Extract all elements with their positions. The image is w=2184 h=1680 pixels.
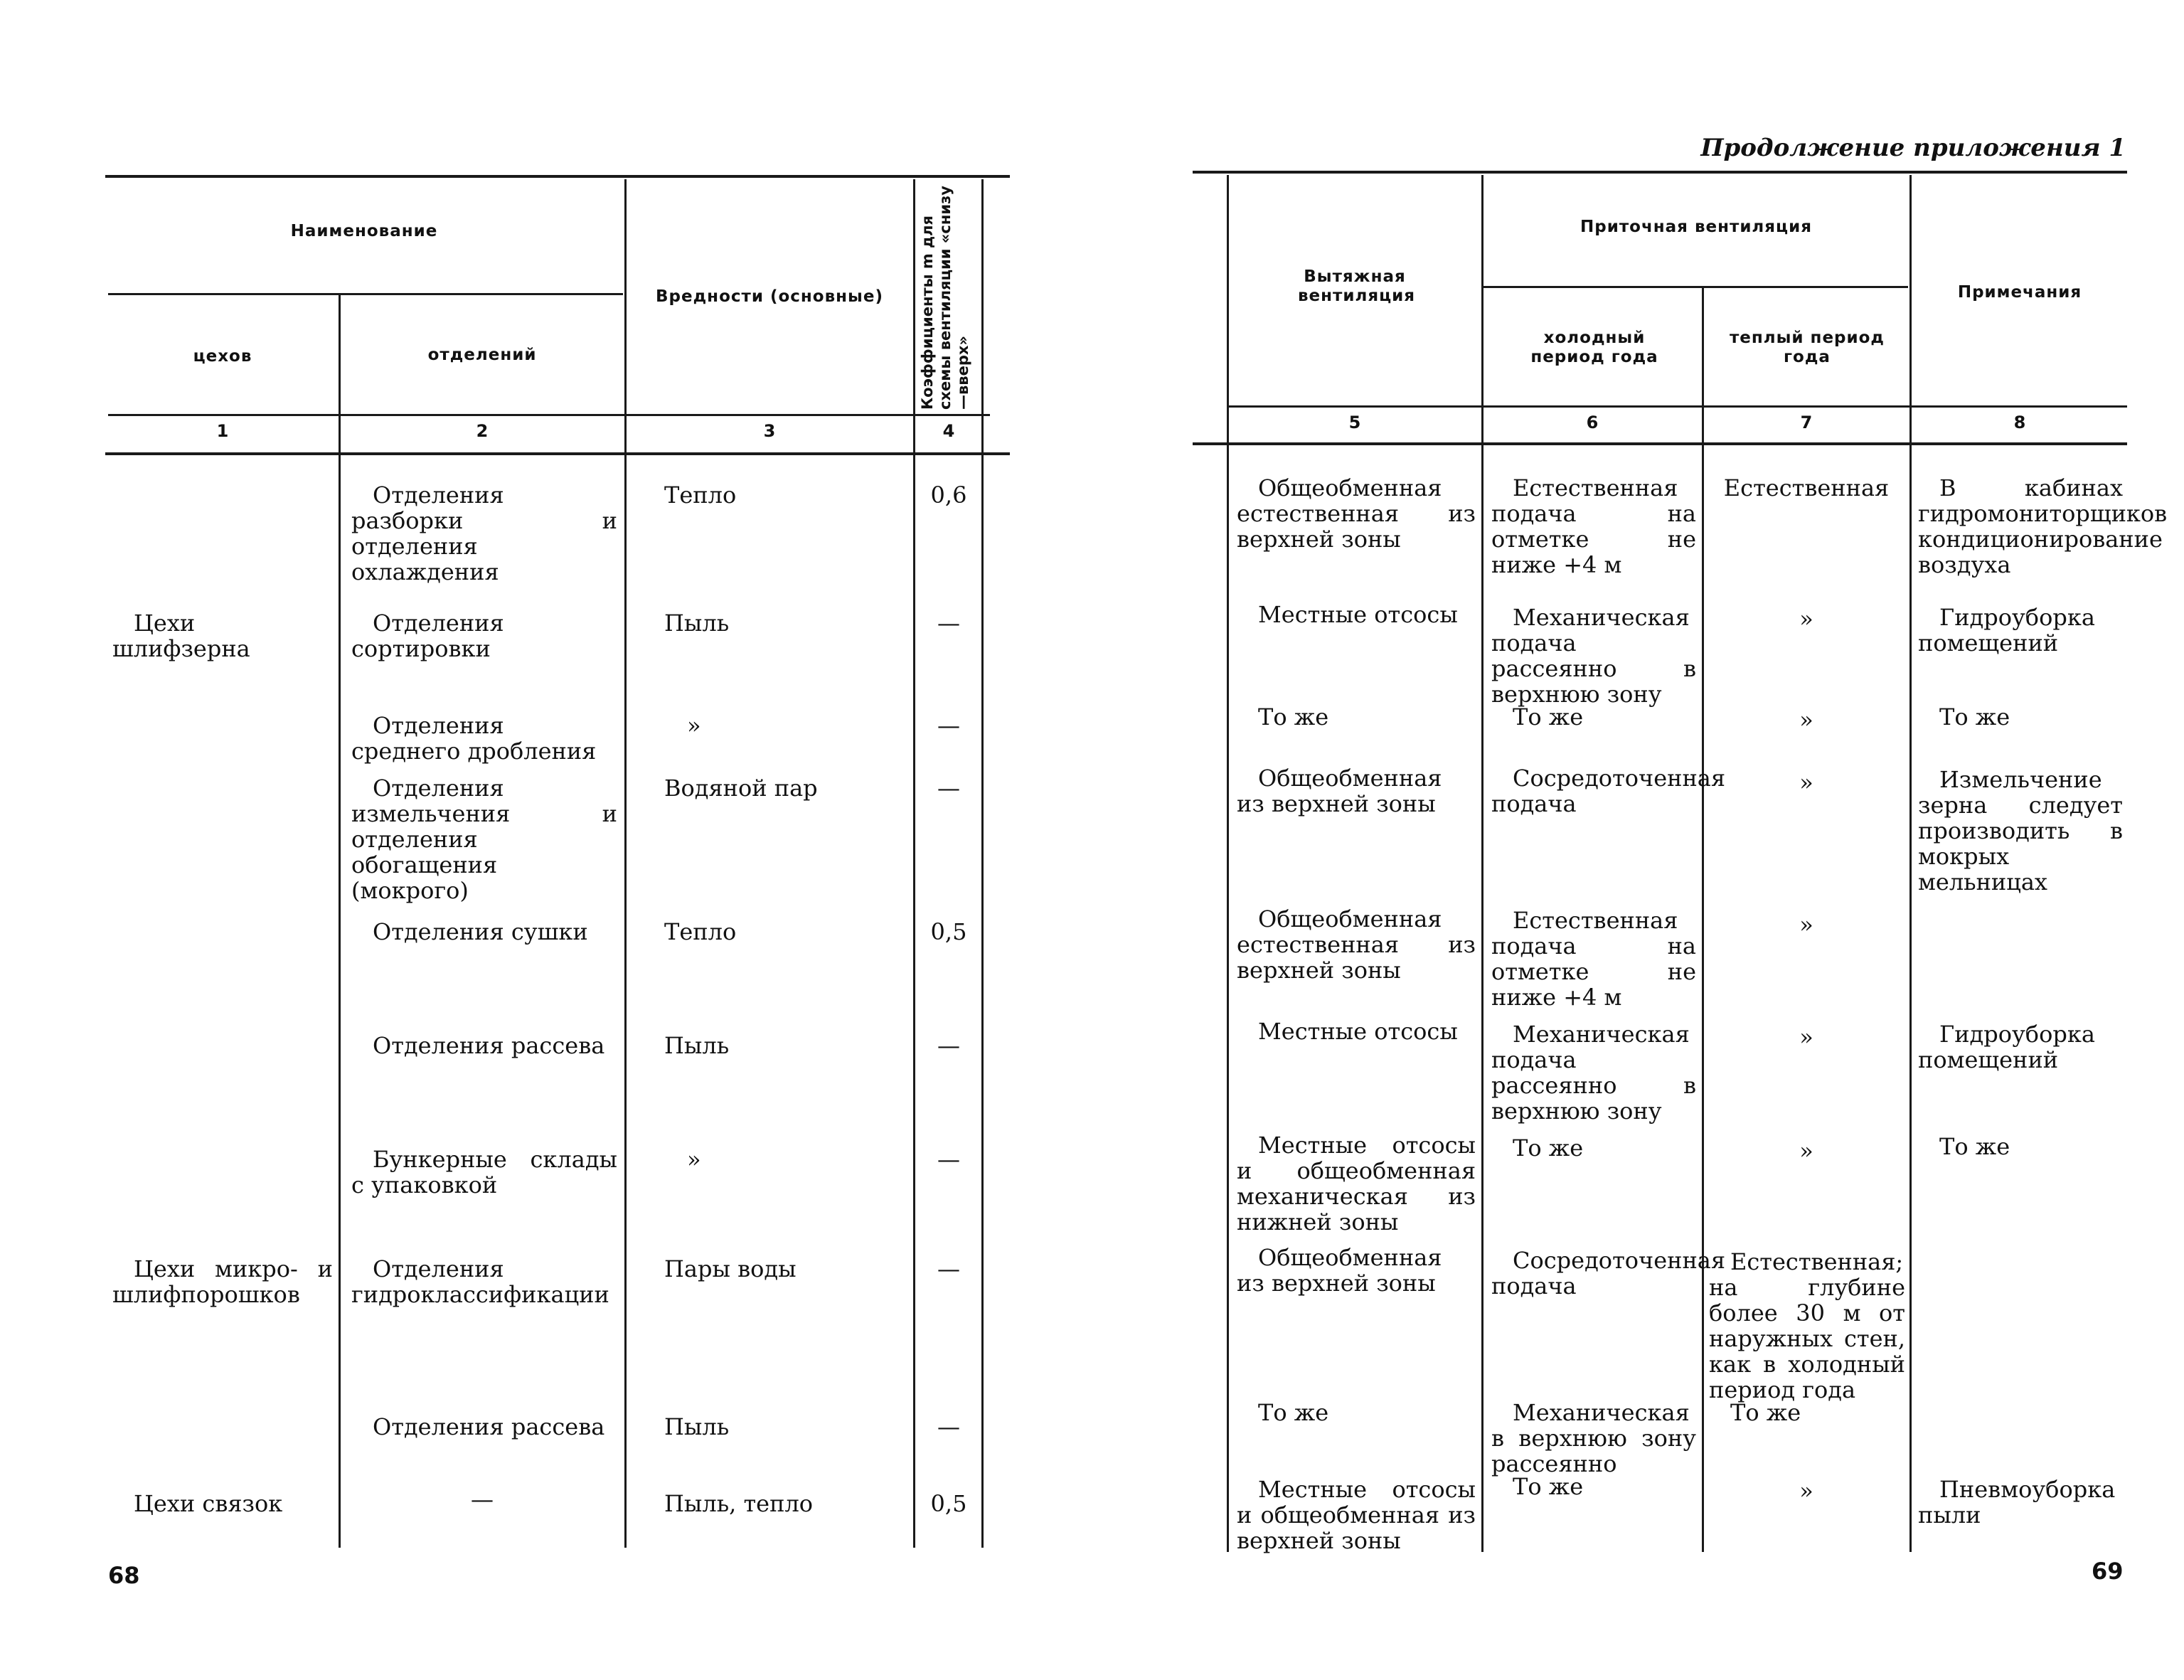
hazard-cell: Тепло (664, 482, 737, 509)
cold-period-cell: То же (1513, 703, 1584, 730)
department-cell: Отделения среднего дробления (351, 712, 597, 765)
col-divider-7-8 (1909, 175, 1912, 1552)
cold-period-cell: Сосредоточенная подача (1491, 1247, 1726, 1299)
header-workshops: цехов (193, 347, 252, 366)
column-numbers-rule (1193, 442, 2127, 445)
exhaust-cell: Общеобменная естественная из верхней зоны (1237, 905, 1476, 984)
exhaust-cell: То же (1258, 1399, 1329, 1426)
column-number: 6 (1586, 413, 1599, 432)
cold-period-cell: Сосредоточенная подача (1491, 765, 1726, 817)
hazard-cell: Пыль, тепло (664, 1490, 814, 1517)
column-number: 2 (476, 421, 489, 441)
warm-period-cell: То же (1730, 1399, 1801, 1426)
col-divider-2-3 (624, 179, 627, 1548)
warm-period-cell: » (1799, 1137, 1813, 1164)
page-number: 69 (2092, 1558, 2124, 1585)
table-top-rule (1193, 171, 2127, 174)
page-number: 68 (108, 1562, 140, 1589)
note-cell: Измельчение зерна следует производить в мокрых мельницах (1918, 766, 2123, 895)
department-cell: Отделения рассева (373, 1032, 605, 1059)
column-number: 1 (216, 421, 229, 441)
cold-period-cell: Естественная подача на отметке не ниже +4 м (1491, 907, 1696, 1011)
note-cell: Гидроуборка помещений (1918, 1021, 2095, 1073)
note-cell: То же (1939, 703, 2010, 730)
hazard-cell: Тепло (664, 918, 737, 945)
warm-period-cell: » (1799, 1024, 1813, 1051)
note-cell: То же (1939, 1133, 2010, 1160)
coefficient-cell: — (937, 1032, 960, 1059)
header-hazards: Вредности (основные) (656, 287, 883, 306)
column-number: 5 (1348, 413, 1361, 432)
warm-period-cell: » (1799, 769, 1813, 796)
department-cell: Отделения сушки (373, 918, 588, 945)
hazard-cell: Пыль (664, 610, 730, 637)
col-divider-6-7 (1702, 287, 1704, 1552)
cold-period-cell: То же (1513, 1134, 1584, 1161)
col-divider-4-end (981, 179, 984, 1548)
department-cell: Отделения рассева (373, 1413, 605, 1440)
coefficient-cell: 0,5 (930, 1490, 967, 1517)
coefficient-cell: — (937, 1146, 960, 1173)
warm-period-cell: » (1799, 605, 1813, 632)
note-cell: Гидроуборка помещений (1918, 604, 2095, 656)
col-divider-5-6 (1481, 175, 1483, 1552)
col-divider-3-4 (913, 179, 915, 1548)
note-cell: Пневмоуборка пыли (1918, 1476, 2116, 1529)
department-cell: — (471, 1486, 494, 1513)
table-top-rule (105, 175, 1010, 178)
exhaust-cell: Местные отсосы (1258, 1018, 1458, 1045)
coefficient-cell: — (937, 1413, 960, 1440)
header-warm-period: теплый период года (1729, 329, 1885, 366)
hazard-cell: Водяной пар (664, 775, 818, 802)
header-exhaust: Вытяжная вентиляция (1298, 267, 1416, 305)
department-cell: Отделения измельчения и отделения обогащения (мокрого) (351, 775, 617, 904)
warm-period-cell: » (1799, 911, 1813, 938)
coefficient-cell: 0,5 (930, 918, 967, 945)
cold-period-cell: Механическая подача рассеянно в верхнюю зону (1491, 604, 1696, 708)
cold-period-cell: Естественная подача на отметке не ниже +4 м (1491, 474, 1696, 578)
exhaust-cell: Местные отсосы (1258, 601, 1458, 628)
workshop-name: Цехи шлифзерна (112, 610, 250, 662)
header-notes: Примечания (1957, 283, 2082, 302)
coefficient-cell: — (937, 775, 960, 802)
coefficient-cell: — (937, 1255, 960, 1282)
col-divider-start (1227, 175, 1229, 1552)
header-bottom-rule (1227, 405, 2127, 408)
column-number: 3 (763, 421, 776, 441)
department-cell: Отделения сортировки (351, 610, 504, 662)
header-supply: Приточная вентиляция (1580, 218, 1812, 236)
coefficient-cell: — (937, 712, 960, 739)
exhaust-cell: Общеобменная из верхней зоны (1237, 765, 1442, 817)
header-departments: отделений (427, 346, 537, 364)
header-cold-period: холодный период года (1530, 329, 1658, 366)
exhaust-cell: Местные отсосы и общеобменная механическая из нижней зоны (1237, 1132, 1476, 1235)
column-number: 7 (1800, 413, 1813, 432)
cold-period-cell: Механическая подача рассеянно в верхнюю зону (1491, 1021, 1696, 1125)
header-name-group: Наименование (290, 222, 438, 240)
exhaust-cell: Общеобменная из верхней зоны (1237, 1244, 1442, 1297)
note-cell: В кабинах гидромониторщиков кондиционирование воздуха (1918, 474, 2168, 578)
department-cell: Бункерные склады с упаковкой (351, 1146, 617, 1198)
header-bottom-rule (108, 414, 990, 416)
hazard-cell: Пыль (664, 1413, 730, 1440)
workshop-name: Цехи микро- и шлифпорошков (112, 1255, 333, 1308)
exhaust-cell: Местные отсосы и общеобменная из верхней зоны (1237, 1476, 1476, 1554)
column-numbers-rule (105, 452, 1010, 455)
header-coefficient: Коэффициенты m для схемы вентиляции «снизу—вверх» (919, 186, 971, 410)
warm-period-cell: » (1799, 1477, 1813, 1504)
exhaust-cell: То же (1258, 703, 1329, 730)
hazard-cell: Пыль (664, 1032, 730, 1059)
workshop-name: Цехи связок (134, 1490, 283, 1517)
column-number: 4 (942, 421, 955, 441)
exhaust-cell: Общеобменная естественная из верхней зоны (1237, 474, 1476, 553)
column-number: 8 (2013, 413, 2026, 432)
col-divider-1-2 (339, 294, 341, 1548)
hazard-cell: Пары воды (664, 1255, 797, 1282)
running-head: Продолжение приложения 1 (1700, 134, 2126, 162)
warm-period-cell: » (1799, 706, 1813, 733)
warm-period-cell: Естественная; на глубине более 30 м от наружных стен, как в холодный период года (1709, 1248, 1905, 1403)
department-cell: Отделения гидроклассификации (351, 1255, 609, 1308)
coefficient-cell: — (937, 610, 960, 637)
warm-period-cell: Естественная (1723, 474, 1890, 501)
cold-period-cell: То же (1513, 1473, 1584, 1500)
supply-subheader-rule (1483, 286, 1908, 288)
cold-period-cell: Механическая в верхнюю зону рассеянно (1491, 1399, 1696, 1477)
hazard-cell: » (687, 712, 701, 739)
hazard-cell: » (687, 1146, 701, 1173)
department-cell: Отделения разборки и отделения охлаждения (351, 482, 617, 585)
right-page (1092, 0, 2184, 1680)
subheader-rule (108, 293, 623, 295)
coefficient-cell: 0,6 (930, 482, 967, 509)
